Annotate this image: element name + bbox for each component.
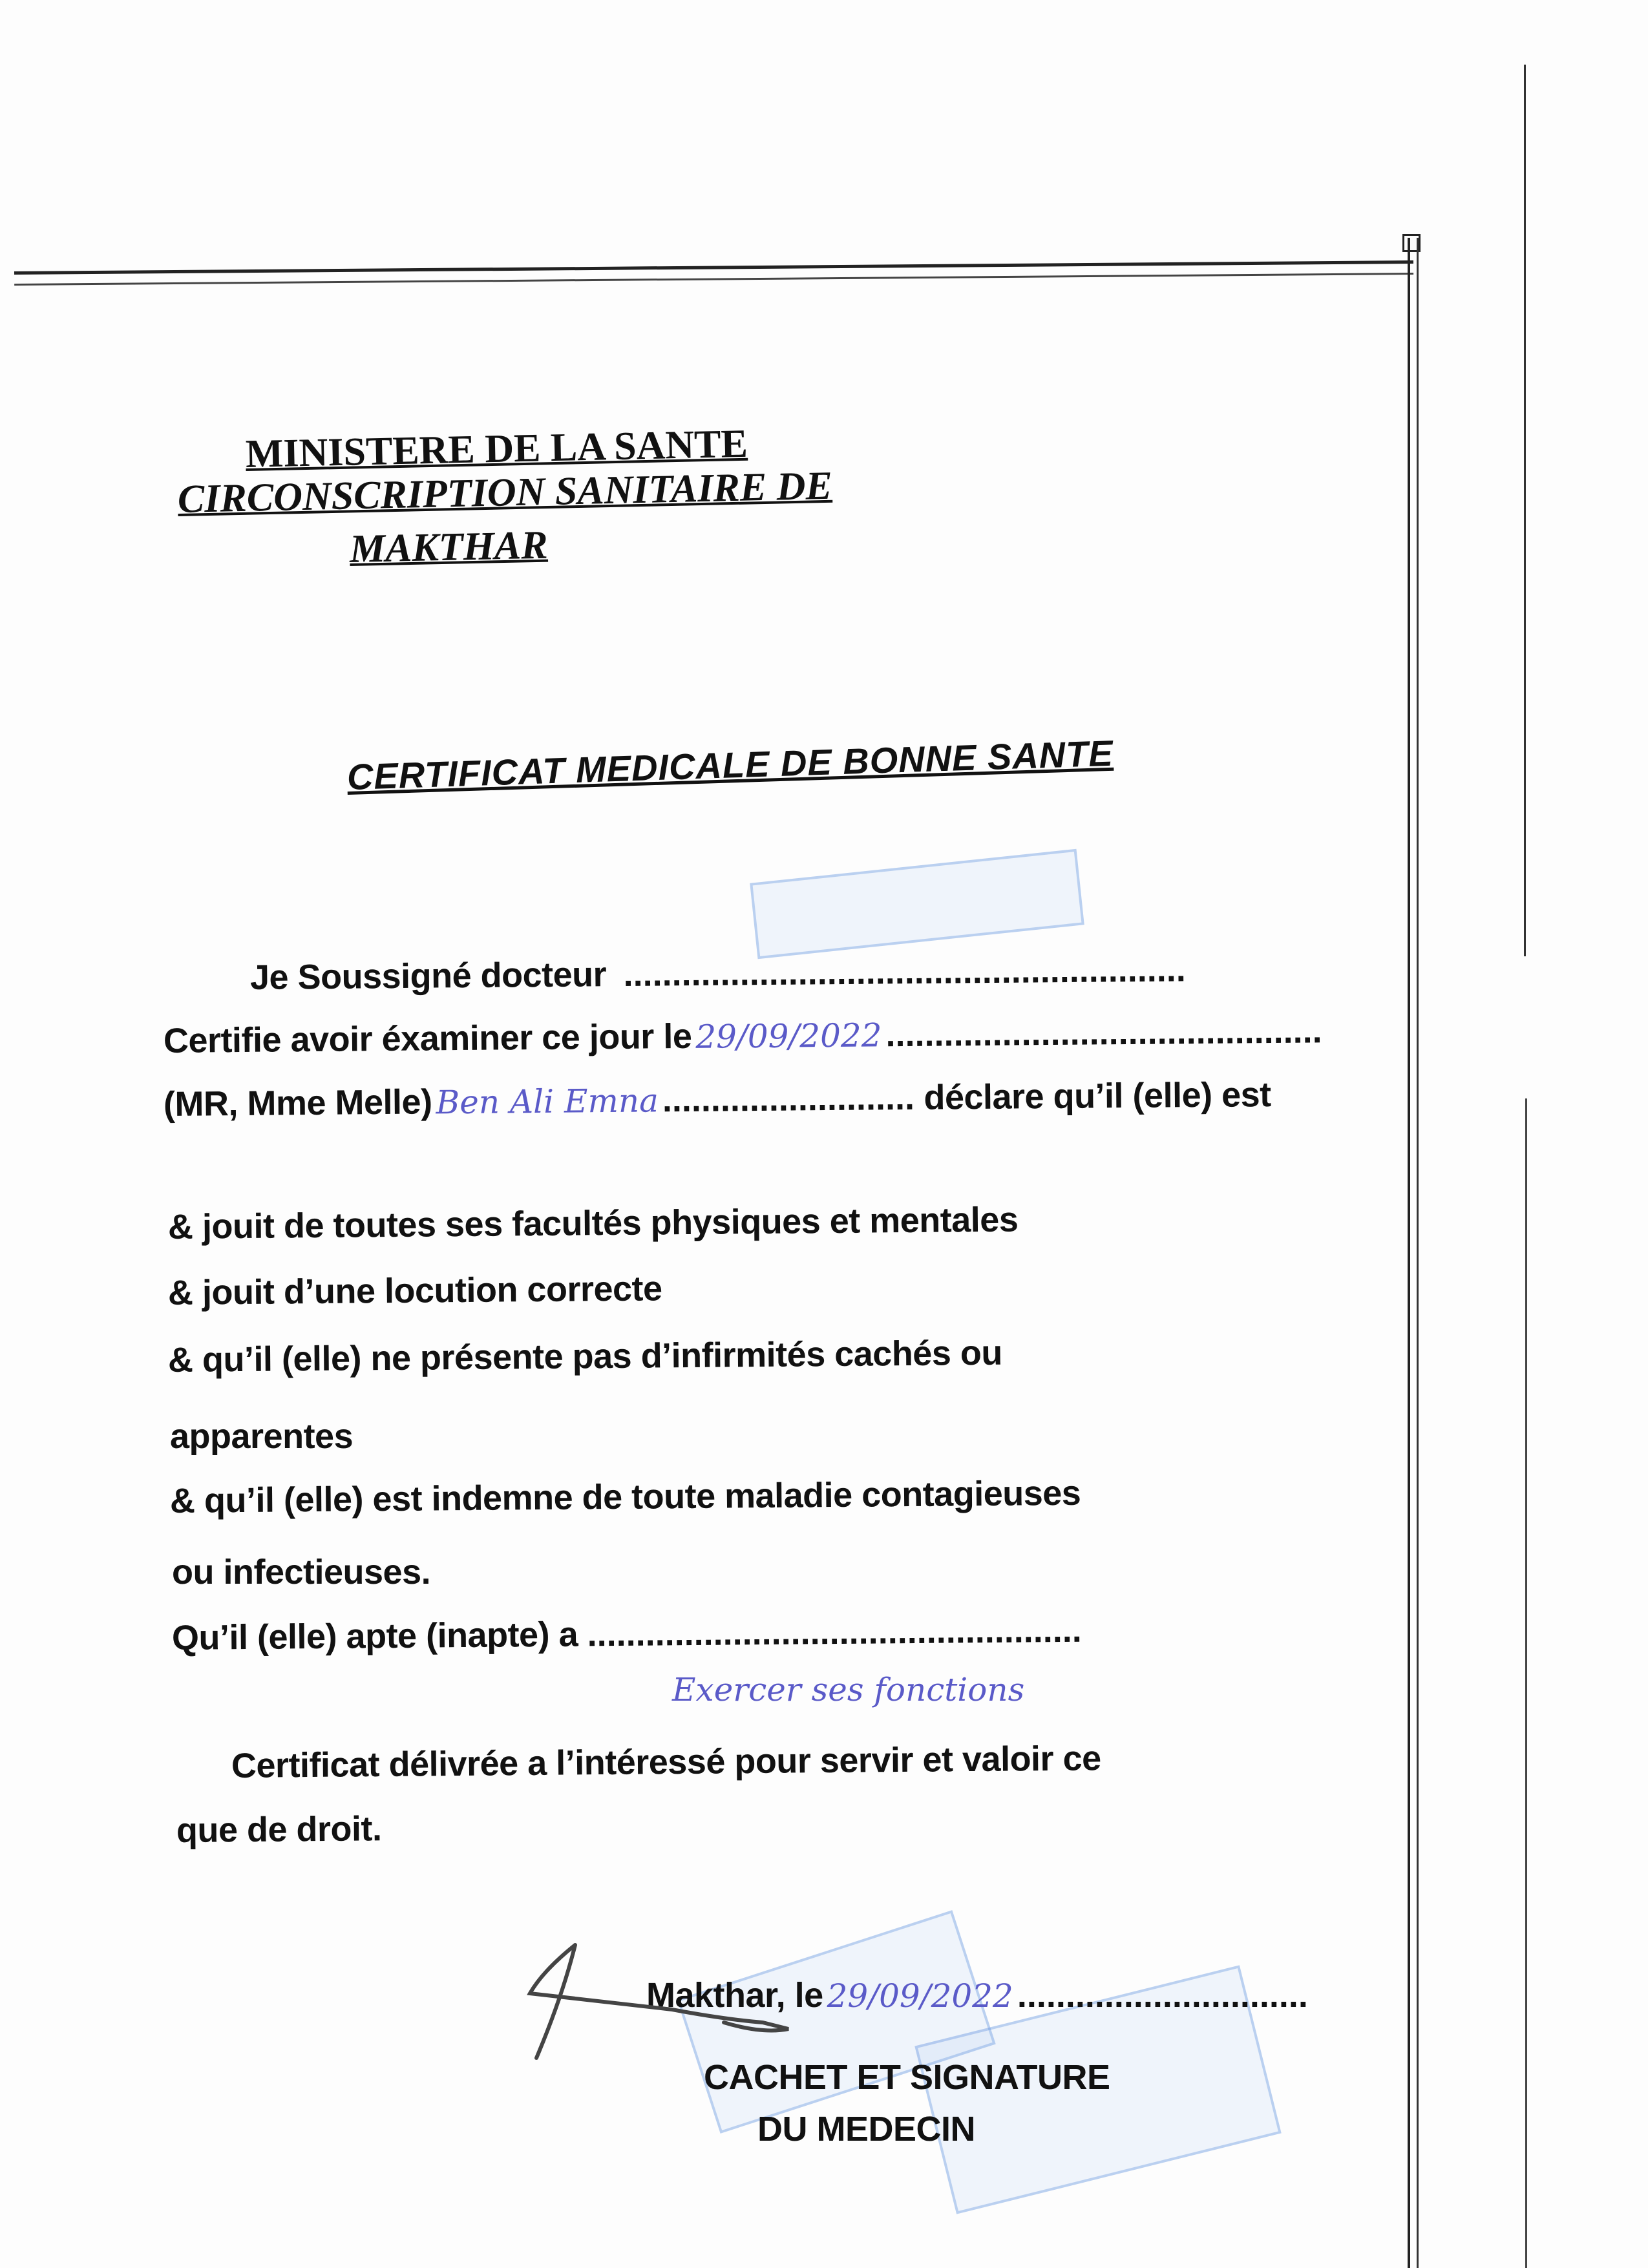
- clause: & jouit de toutes ses facultés physiques et mentales: [167, 1200, 1019, 1246]
- circonscription-heading: CIRCONSCRIPTION SANITAIRE DE: [177, 463, 833, 521]
- clause: & qu’il (elle) ne présente pas d’infirmités cachés ou: [167, 1333, 1003, 1380]
- aptitude-field[interactable]: [587, 1611, 1082, 1654]
- dots: ..........................................................: [623, 950, 1187, 994]
- exam-date-line: [164, 1009, 1322, 1063]
- place-date-handwritten: 29/09/2022: [827, 1977, 1013, 2015]
- place-label: Makthar, le: [646, 1976, 823, 2015]
- exam-date-handwritten: 29/09/2022: [695, 1016, 882, 1056]
- delivery-text: que de droit.: [176, 1809, 382, 1850]
- scan-edge-line: [1524, 65, 1526, 956]
- city-heading: MAKTHAR: [349, 523, 549, 571]
- patient-name-handwritten: Ben Ali Emna: [436, 1082, 659, 1122]
- aptitude-line: [172, 1609, 1082, 1659]
- delivery-text: Certificat délivrée a l’intéressé pour servir et valoir ce: [231, 1739, 1101, 1785]
- exam-label: Certifie avoir éxaminer ce jour le: [163, 1016, 692, 1060]
- clause: apparentes: [170, 1417, 354, 1456]
- scan-edge-line: [1525, 1098, 1527, 2268]
- patient-line: [164, 1073, 1271, 1126]
- certificate-title: CERTIFICAT MEDICALE DE BONNE SANTE: [346, 732, 1114, 797]
- dots: .............................................: [885, 1011, 1322, 1055]
- doctor-line: [250, 948, 1186, 1000]
- clause: ou infectieuses.: [172, 1553, 431, 1591]
- dots: ..............................: [1017, 1976, 1308, 2015]
- clause: & qu’il (elle) est indemne de toute maladie contagieuses: [169, 1473, 1081, 1520]
- patient-name-field[interactable]: [432, 1078, 914, 1122]
- place-date-field[interactable]: [823, 1976, 1308, 2015]
- doctor-name-handwritten: [619, 956, 620, 994]
- frame-top-border: [14, 260, 1413, 286]
- aptitude-handwritten[interactable]: Exercer ses fonctions: [672, 1671, 1025, 1708]
- signature-scribble: [517, 1932, 853, 2061]
- frame-right-border: [1408, 238, 1419, 2268]
- aptitude-label: Qu’il (elle) apte (inapte) a: [171, 1615, 587, 1657]
- ministry-heading: MINISTERE DE LA SANTE: [245, 421, 748, 476]
- exam-date-field[interactable]: [692, 1011, 1322, 1056]
- dots: ...................................................: [587, 1610, 1082, 1654]
- patient-suffix: déclare qu’il (elle) est: [914, 1075, 1271, 1117]
- dots: ..........................: [662, 1078, 915, 1120]
- doctor-label: Je Soussigné docteur: [249, 955, 616, 997]
- signature-label: CACHET ET SIGNATURE: [704, 2058, 1110, 2097]
- patient-label: (MR, Mme Melle): [163, 1082, 432, 1124]
- doctor-field[interactable]: [615, 950, 1186, 994]
- clause: & jouit d’une locution correcte: [167, 1269, 662, 1312]
- signature-label: DU MEDECIN: [757, 2110, 976, 2148]
- stamp-top: [750, 849, 1084, 959]
